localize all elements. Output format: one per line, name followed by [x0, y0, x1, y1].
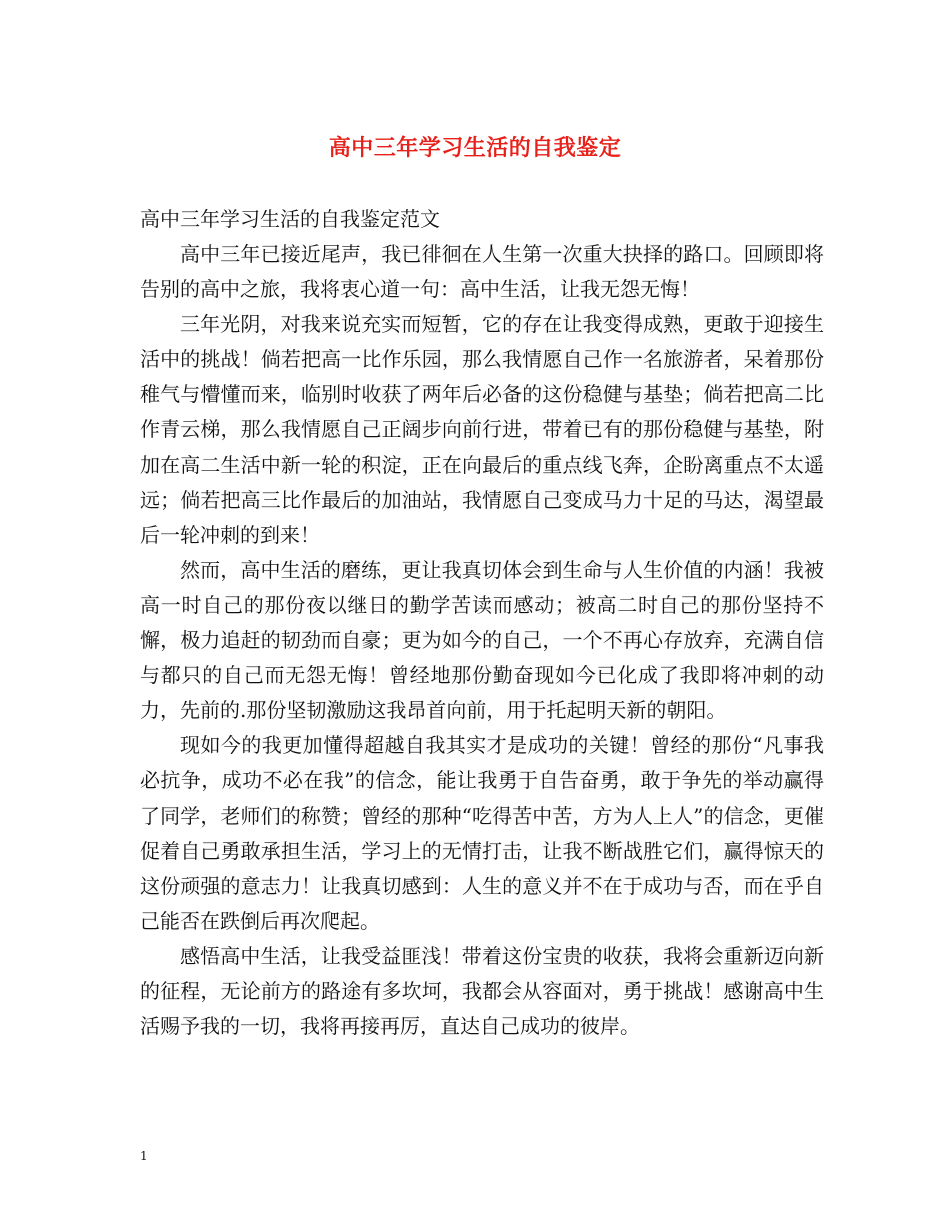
document-title: 高中三年学习生活的自我鉴定 [328, 135, 622, 161]
paragraph: 高中三年已接近尾声，我已徘徊在人生第一次重大抉择的路口。回顾即将告别的高中之旅，我将衷心道一句：高中生活，让我无怨无悔！ [140, 242, 824, 302]
page-number: 1 [140, 1149, 148, 1163]
paragraph: 三年光阴，对我来说充实而短暂，它的存在让我变得成熟，更敢于迎接生活中的挑战！倘若把高一比作乐园，那么我情愿自己作一名旅游者，呆着那份稚气与懵懂而来，临别时收获了两年后必备的这份稳健与基垫；倘若把高二比作青云梯，那么我情愿自己正阔步向前行进，带着已有的那份稳健与基垫，附加在高二生活中新一轮的积淀，正在向最后的重点线飞奔，企盼离重点不太遥远；倘若把高三比作最后的加油站，我情愿自己变成马力十足的马达，渴望最后一轮冲刺的到来！ [140, 312, 824, 547]
paragraph: 感悟高中生活，让我受益匪浅！带着这份宝贵的收获，我将会重新迈向新的征程，无论前方的路途有多坎坷，我都会从容面对，勇于挑战！感谢高中生活赐予我的一切，我将再接再厉，直达自己成功的彼岸。 [140, 943, 824, 1039]
document-subtitle: 高中三年学习生活的自我鉴定范文 [140, 207, 440, 231]
document-body [140, 237, 824, 1044]
paragraph: 现如今的我更加懂得超越自我其实才是成功的关键！曾经的那份“凡事我必抗争，成功不必在我”的信念，能让我勇于自告奋勇，敢于争先的举动赢得了同学，老师们的称赞；曾经的那种“吃得苦中苦，方为人上人”的信念，更催促着自己勇敢承担生活，学习上的无情打击，让我不断战胜它们，赢得惊天的这份顽强的意志力！让我真切感到：人生的意义并不在于成功与否，而在乎自己能否在跌倒后再次爬起。 [140, 733, 824, 933]
paragraph: 然而，高中生活的磨练，更让我真切体会到生命与人生价值的内涵！我被高一时自己的那份夜以继日的勤学苦读而感动；被高二时自己的那份坚持不懈，极力追赶的韧劲而自豪；更为如今的自己，一个不再心存放弃，充满自信与都只的自己而无怨无悔！曾经地那份勤奋现如今已化成了我即将冲刺的动力，先前的.那份坚韧激励这我昂首向前，用于托起明天新的朝阳。 [140, 557, 824, 723]
